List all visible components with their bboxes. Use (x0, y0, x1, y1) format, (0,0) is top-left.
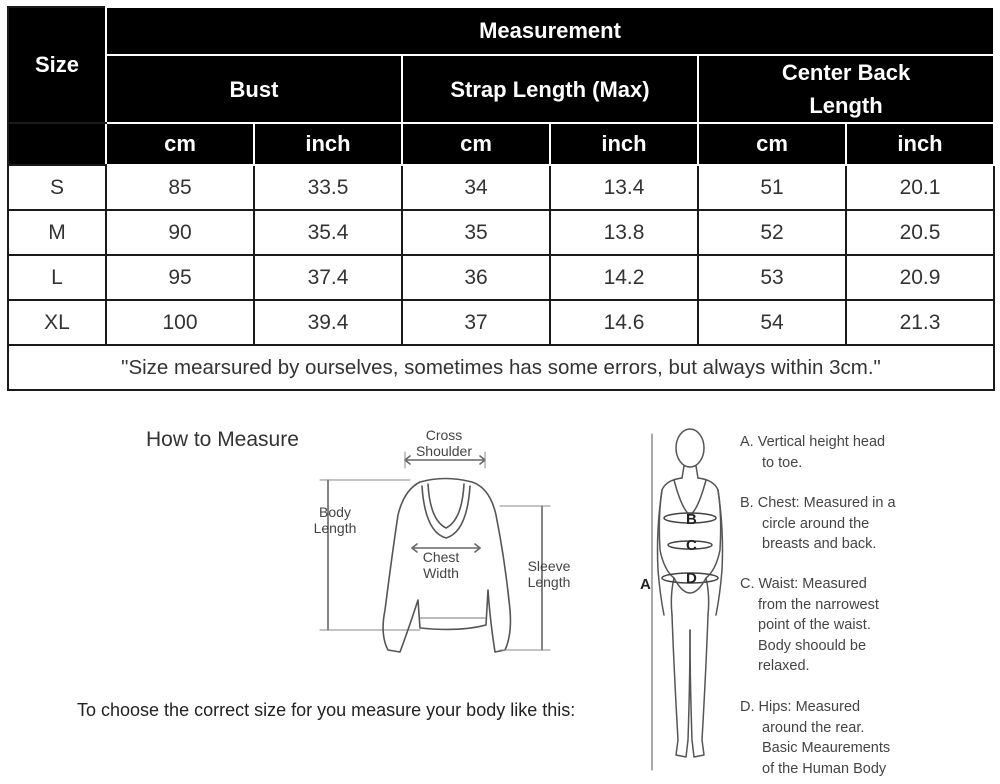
table-cell: 52 (698, 210, 846, 255)
table-cell: 35 (402, 210, 550, 255)
table-row (8, 300, 994, 345)
how-to-measure-title: How to Measure (146, 428, 299, 451)
table-cell: 21.3 (846, 300, 994, 345)
table-cell: 35.4 (254, 210, 402, 255)
table-cell: 34 (402, 165, 550, 210)
table-cell: 37.4 (254, 255, 402, 300)
cross-shoulder-label: Cross Shoulder (415, 427, 473, 459)
table-cell: 95 (106, 255, 254, 300)
table-cell: 20.5 (846, 210, 994, 255)
table-row (8, 255, 994, 300)
measure-instruction: To choose the correct size for you measure your body like this: (77, 700, 576, 720)
table-cell: 14.2 (550, 255, 698, 300)
table-row (8, 165, 994, 210)
measurement-header: Measurement (106, 7, 994, 55)
size-header: Size (8, 7, 106, 123)
table-cell: 85 (106, 165, 254, 210)
table-cell: 100 (106, 300, 254, 345)
table-cell: 54 (698, 300, 846, 345)
table-cell: 13.8 (550, 210, 698, 255)
unit-header: cm (402, 123, 550, 165)
table-cell: 90 (106, 210, 254, 255)
size-cell: S (8, 165, 106, 210)
unit-header: inch (846, 123, 994, 165)
label-b: B (686, 511, 697, 528)
table-cell: 51 (698, 165, 846, 210)
table-cell: 53 (698, 255, 846, 300)
table-cell: 39.4 (254, 300, 402, 345)
unit-header: inch (550, 123, 698, 165)
table-row (8, 210, 994, 255)
unit-header: cm (106, 123, 254, 165)
body-length-label: Body Length (313, 504, 357, 536)
legend-item-d: D. Hips: Measured around the rear. Basic Meaurements of the Human Body (740, 699, 891, 777)
label-a: A (640, 576, 651, 593)
sleeve-length-label: Sleeve Length (527, 558, 571, 590)
table-cell: 36 (402, 255, 550, 300)
legend-item-c: C. Waist: Measured from the narrowest point of the waist. Body shoould be relaxed. (740, 576, 879, 674)
legend-item-b: B. Chest: Measured in a circle around the breasts and back. (740, 495, 896, 552)
body-figure (630, 420, 730, 784)
legend-item-a: A. Vertical height head to toe. (740, 434, 886, 471)
table-cell: 37 (402, 300, 550, 345)
size-header-spacer (8, 123, 106, 165)
label-c: C (686, 537, 697, 554)
table-cell: 14.6 (550, 300, 698, 345)
bust-header: Bust (106, 55, 402, 123)
table-cell: 20.9 (846, 255, 994, 300)
unit-header: cm (698, 123, 846, 165)
size-chart-table (7, 6, 995, 391)
size-cell: L (8, 255, 106, 300)
size-cell: M (8, 210, 106, 255)
strap-length-header: Strap Length (Max) (402, 55, 698, 123)
table-cell: 20.1 (846, 165, 994, 210)
table-cell: 13.4 (550, 165, 698, 210)
measurement-note: "Size mearsured by ourselves, sometimes has some errors, but always within 3cm." (8, 345, 994, 390)
table-cell: 33.5 (254, 165, 402, 210)
unit-header: inch (254, 123, 402, 165)
chest-width-label: Chest Width (422, 549, 460, 581)
center-back-length-header: Center Back Length (698, 55, 994, 123)
label-d: D (686, 570, 697, 587)
size-cell: XL (8, 300, 106, 345)
